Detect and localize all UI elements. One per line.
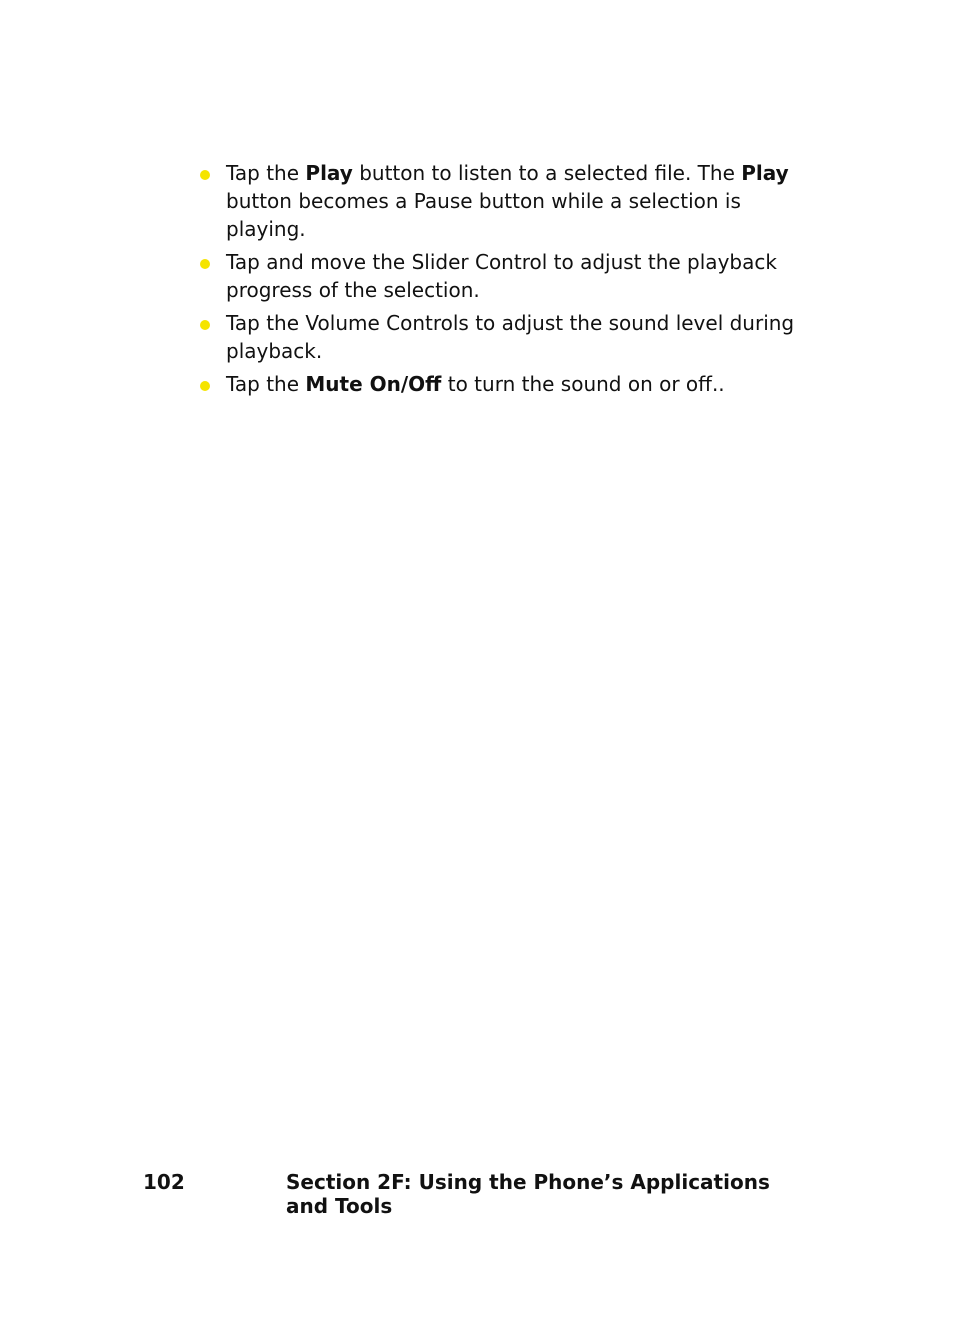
page-footer xyxy=(143,1170,803,1218)
bullet-dot-icon xyxy=(200,170,210,180)
page-number: 102 xyxy=(143,1170,185,1194)
list-item xyxy=(198,309,798,365)
list-item xyxy=(198,248,798,304)
bullet-text: Tap the Play button to listen to a selected file. The Play button becomes a Pause button while a selection is playing. xyxy=(226,161,789,241)
bullet-text: Tap and move the Slider Control to adjust the playback progress of the selection. xyxy=(226,250,777,302)
section-title: Section 2F: Using the Phone’s Applications and Tools xyxy=(286,1170,770,1218)
bullet-dot-icon xyxy=(200,381,210,391)
list-item xyxy=(198,159,798,243)
instruction-list xyxy=(198,159,798,403)
bullet-text: Tap the Mute On/Off to turn the sound on or off.. xyxy=(226,372,725,396)
bullet-dot-icon xyxy=(200,259,210,269)
list-item xyxy=(198,370,798,398)
bullet-text: Tap the Volume Controls to adjust the sound level during playback. xyxy=(226,311,795,363)
bullet-dot-icon xyxy=(200,320,210,330)
